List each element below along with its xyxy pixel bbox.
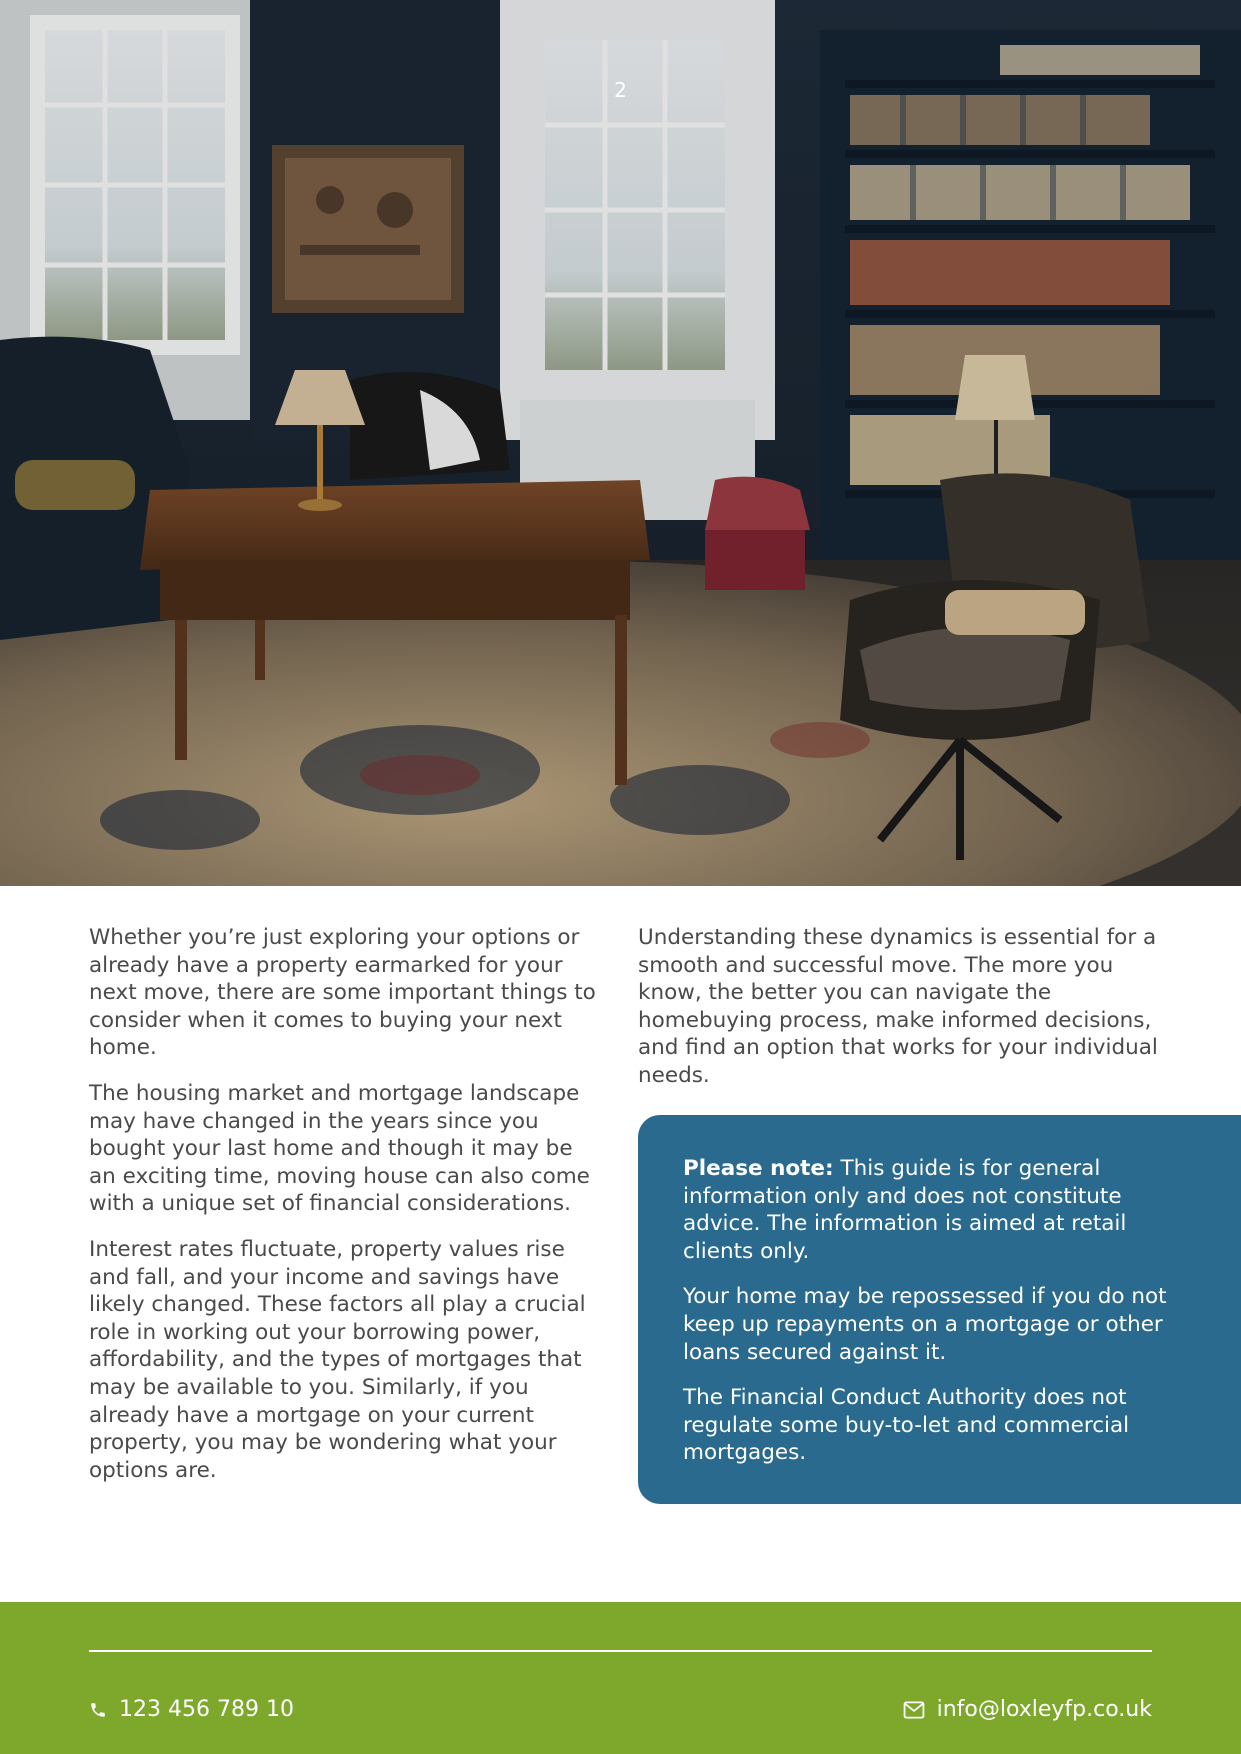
footer-divider (89, 1650, 1152, 1652)
phone-number: 123 456 789 10 (119, 1697, 294, 1722)
email-address: info@loxleyfp.co.uk (936, 1697, 1152, 1722)
note-paragraph-2: Your home may be repossessed if you do not keep up repayments on a mortgage or other loans secured against it. (683, 1284, 1167, 1365)
phone-icon (89, 1701, 107, 1719)
phone-contact[interactable] (89, 1697, 294, 1722)
envelope-icon (903, 1701, 925, 1719)
note-paragraph-1 (683, 1155, 1181, 1265)
intro-paragraph-1: Whether you’re just exploring your options or already have a property earmarked for your next move, there are some important things to consider when it comes to buying your next home. (89, 925, 596, 1061)
email-contact[interactable] (903, 1697, 1152, 1722)
page-number: 2 (614, 78, 627, 102)
intro-paragraph-3: Interest rates fluctuate, property values rise and fall, and your income and savings have likely changed. These factors all play a crucial role in working out your borrowing power, affordability, and the types of mortgages that may be available to you. Similarly, if you already have a mortgage on your current property, you may be wondering what your options are. (89, 1236, 586, 1483)
intro-paragraph-2: The housing market and mortgage landscape may have changed in the years since you bought your last home and though it may be an exciting time, moving house can also come with a unique set of financial considerations. (89, 1080, 590, 1217)
note-text: This guide is for general information only and does not constitute advice. The information is aimed at retail clients only. (683, 1156, 1127, 1264)
disclaimer-box (638, 1115, 1241, 1504)
left-column (89, 924, 604, 1502)
intro-paragraph-4: Understanding these dynamics is essential for a smooth and successful move. The more you know, the better you can navigate the homebuying process, make informed decisions, and find an option that works for your individual needs. (638, 925, 1158, 1088)
right-column (638, 924, 1158, 1108)
note-label: Please note: (683, 1156, 834, 1181)
note-paragraph-3: The Financial Conduct Authority does not regulate some buy-to-let and commercial mortgages. (683, 1385, 1130, 1466)
footer (0, 1602, 1241, 1754)
